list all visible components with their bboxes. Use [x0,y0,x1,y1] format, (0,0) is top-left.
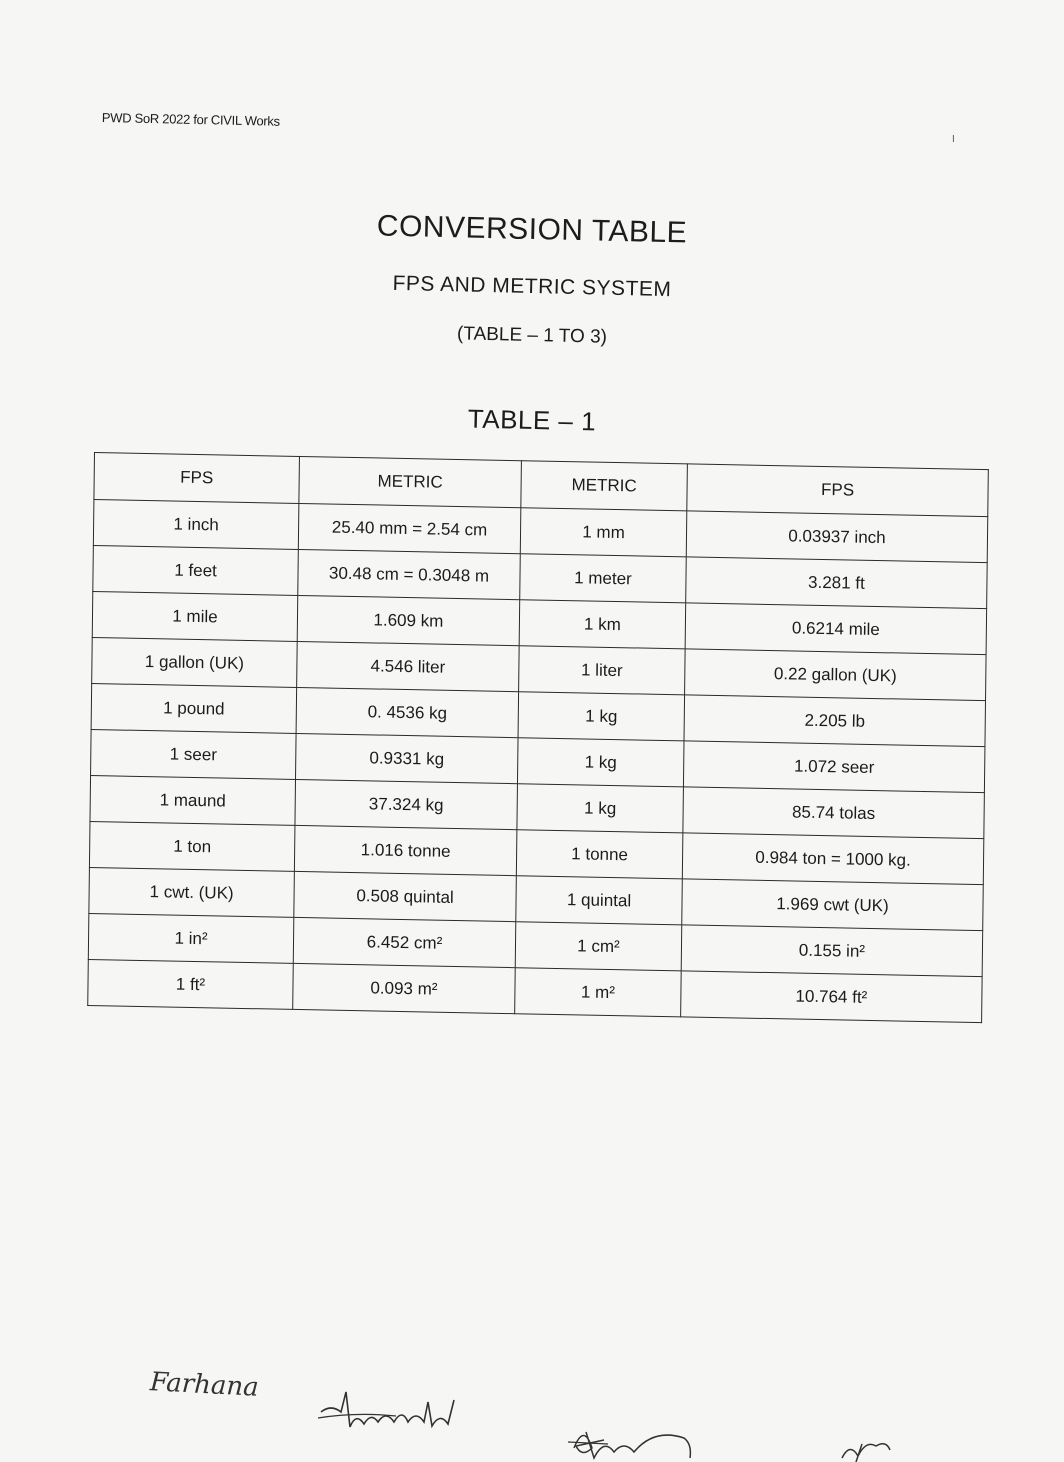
table-cell: 25.40 mm = 2.54 cm [298,503,521,553]
table-cell: 1 feet [93,546,299,596]
table-cell: 10.764 ft² [681,971,983,1023]
table-cell: 0.093 m² [293,963,516,1013]
table-cell: 1 inch [93,500,299,550]
header-metric: METRIC [521,461,688,511]
table-cell: 85.74 tolas [683,787,985,839]
table-cell: 1 cm² [515,922,682,971]
table-cell: 1 km [519,600,686,649]
header-fps: FPS [687,464,989,517]
table-cell: 1 m² [515,968,682,1017]
table-cell: 1.969 cwt (UK) [682,879,984,931]
table-cell: 1 seer [91,729,297,779]
table-cell: 1 pound [91,683,297,733]
table-cell: 1 gallon (UK) [92,638,298,688]
range-title: (TABLE – 1 TO 3) [456,323,608,348]
table-cell: 37.324 kg [295,779,518,829]
header-fps: FPS [94,453,300,504]
table-body [88,500,988,1023]
header-metric: METRIC [299,456,522,507]
table-cell: 0.03937 inch [686,511,988,563]
signature-scribble-2 [316,1382,466,1442]
table-cell: 1 ton [89,821,295,871]
table-cell: 1.016 tonne [294,825,517,875]
table-cell: 0. 4536 kg [296,687,519,737]
signature-scribble-3 [564,1418,704,1462]
table-cell: 3.281 ft [686,557,988,609]
table-title: TABLE – 1 [467,403,597,437]
table-cell: 0.22 gallon (UK) [685,649,987,701]
table-cell: 1 cwt. (UK) [89,867,295,917]
table-cell: 1 meter [520,554,687,603]
table-cell: 30.48 cm = 0.3048 m [298,549,521,599]
table-cell: 1 maund [90,775,296,825]
page-mark: I [952,134,955,145]
conversion-table [87,452,989,1023]
table-cell: 1 in² [88,913,294,963]
table-cell: 0.508 quintal [294,871,517,921]
table-cell: 1 kg [517,738,684,787]
table-cell: 1 tonne [516,830,683,879]
signature-scribble-4 [836,1436,900,1462]
main-title: CONVERSION TABLE [376,209,688,250]
table-cell: 6.452 cm² [293,917,516,967]
table-cell: 2.205 lb [684,695,986,747]
table-cell: 1 kg [518,692,685,741]
table-cell: 1.072 seer [683,741,985,793]
table-cell: 0.9331 kg [296,733,519,783]
conversion-table-container [87,452,988,1041]
table-cell: 1 mile [92,592,298,642]
table-cell: 1.609 km [297,595,520,645]
sub-title: FPS AND METRIC SYSTEM [392,271,672,302]
signature-farhana: Farhana [149,1367,260,1403]
table-cell: 0.984 ton = 1000 kg. [682,833,984,885]
table-cell: 0.155 in² [681,925,983,977]
page-header: PWD SoR 2022 for CIVIL Works [101,110,280,129]
table-cell: 0.6214 mile [685,603,987,655]
table-cell: 1 quintal [516,876,683,925]
table-cell: 1 ft² [88,959,294,1009]
table-cell: 1 liter [519,646,686,695]
table-cell: 1 kg [517,784,684,833]
table-cell: 1 mm [520,508,687,557]
table-cell: 4.546 liter [297,641,520,691]
